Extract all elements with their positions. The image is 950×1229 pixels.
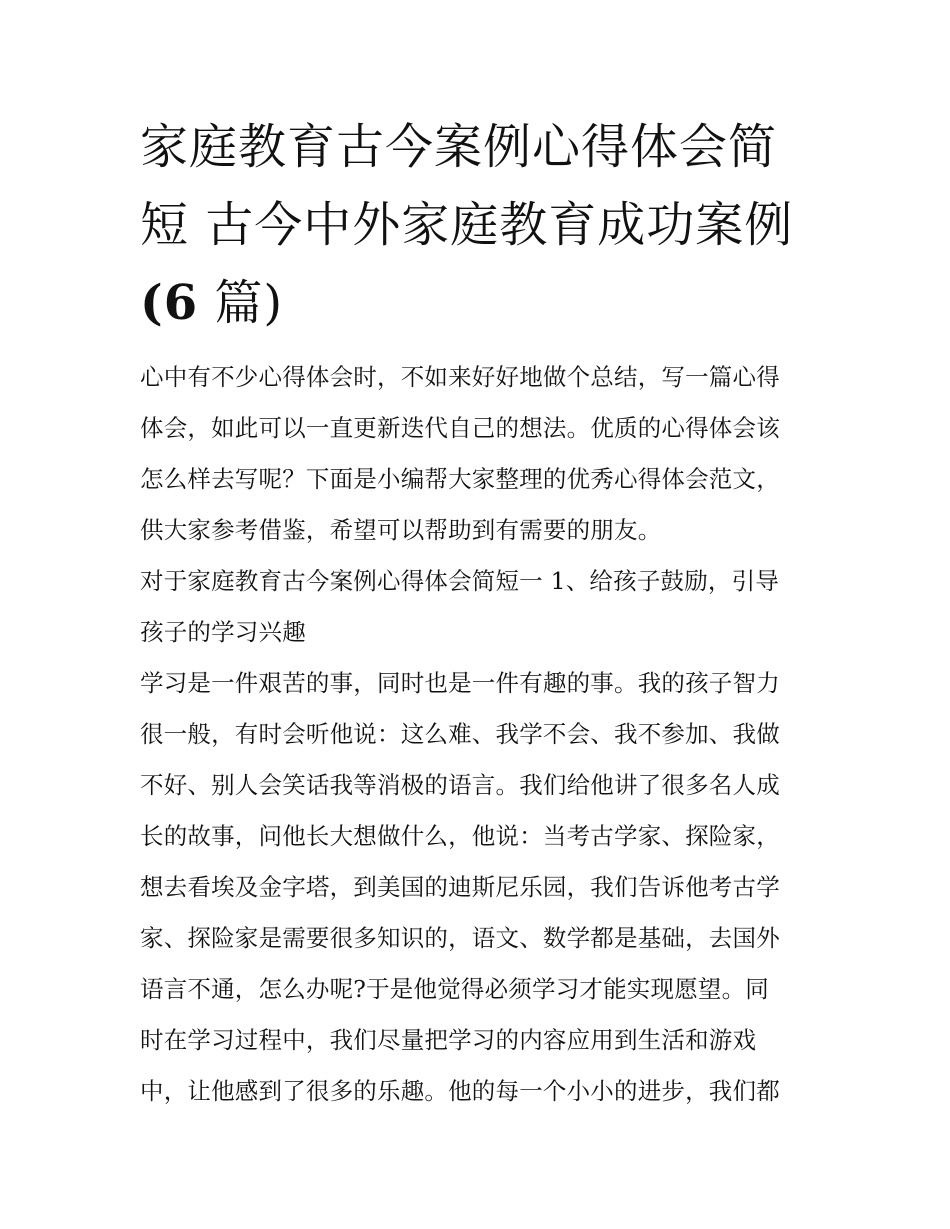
paragraph-line: 长的故事，问他长大想做什么，他说：当考古学家、探险家， bbox=[140, 822, 780, 850]
paragraph-line: 怎么样去写呢？下面是小编帮大家整理的优秀心得体会范文， bbox=[140, 465, 780, 493]
document-title bbox=[140, 108, 814, 342]
body-paragraph bbox=[140, 658, 814, 1117]
title-count-number: (6 bbox=[140, 275, 199, 331]
paragraph-line: 想去看埃及金字塔，到美国的迪斯尼乐园，我们告诉他考古学 bbox=[140, 873, 780, 901]
intro-paragraph bbox=[140, 352, 814, 556]
paragraph-line: 家、探险家是需要很多知识的，语文、数学都是基础，去国外 bbox=[140, 924, 780, 952]
paragraph-line: 很一般，有时会听他说：这么难、我学不会、我不参加、我做 bbox=[140, 720, 780, 748]
section-heading bbox=[140, 556, 814, 658]
paragraph-line: 语言不通，怎么办呢?于是他觉得必须学习才能实现愿望。同 bbox=[140, 975, 769, 1003]
title-line-1: 家庭教育古今案例心得体会简 bbox=[140, 119, 778, 175]
paragraph-line: 供大家参考借鉴，希望可以帮助到有需要的朋友。 bbox=[140, 516, 662, 544]
paragraph-line: 心中有不少心得体会时，不如来好好地做个总结，写一篇心得 bbox=[140, 363, 780, 391]
title-line-2: 短 古今中外家庭教育成功案例 bbox=[140, 197, 794, 253]
title-line-3 bbox=[140, 264, 814, 342]
document-content bbox=[140, 108, 814, 1117]
heading-line: 对于家庭教育古今案例心得体会简短一 1、给孩子鼓励，引导 bbox=[140, 567, 780, 595]
document-body bbox=[140, 352, 814, 1117]
paragraph-line: 时在学习过程中，我们尽量把学习的内容应用到生活和游戏 bbox=[140, 1026, 757, 1054]
paragraph-line: 中，让他感到了很多的乐趣。他的每一个小小的进步，我们都 bbox=[140, 1077, 780, 1105]
paragraph-line: 体会，如此可以一直更新迭代自己的想法。优质的心得体会该 bbox=[140, 414, 780, 442]
title-count-unit: 篇) bbox=[214, 275, 284, 331]
heading-line: 孩子的学习兴趣 bbox=[140, 618, 306, 646]
paragraph-line: 不好、别人会笑话我等消极的语言。我们给他讲了很多名人成 bbox=[140, 771, 780, 799]
paragraph-line: 学习是一件艰苦的事，同时也是一件有趣的事。我的孩子智力 bbox=[140, 669, 780, 697]
